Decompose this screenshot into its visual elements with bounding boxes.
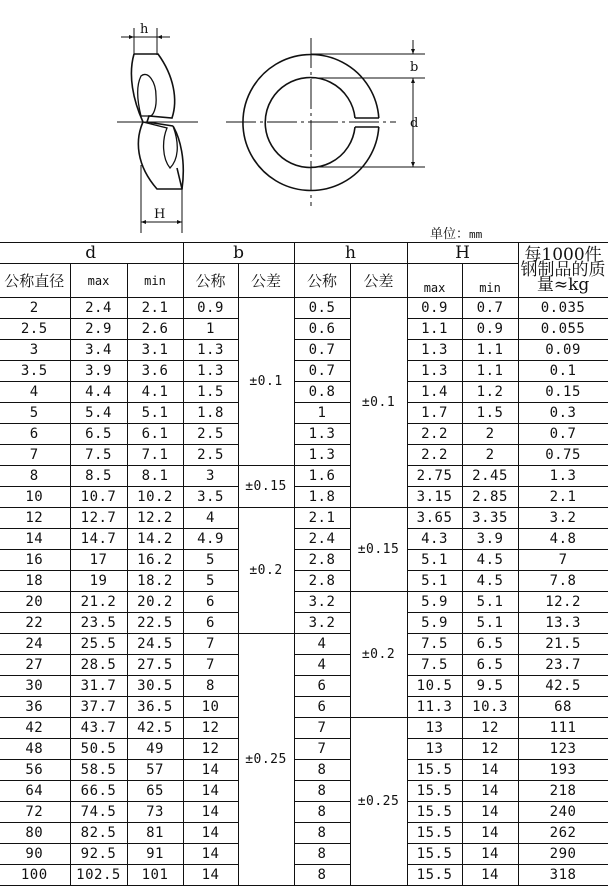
cell-d-max: 7.5: [70, 445, 127, 466]
cell-d-min: 20.2: [127, 592, 183, 613]
cell-mass: 42.5: [518, 676, 608, 697]
cell-d-min: 27.5: [127, 655, 183, 676]
cell-H-max: 2.2: [407, 445, 462, 466]
table-row: [0, 445, 608, 466]
cell-mass: 0.3: [518, 403, 608, 424]
cell-h-nominal: 1: [294, 403, 350, 424]
cell-d-min: 8.1: [127, 466, 183, 487]
cell-d-nominal: 22: [0, 613, 70, 634]
cell-d-max: 3.9: [70, 361, 127, 382]
unit-value: mm: [469, 228, 483, 241]
cell-d-max: 5.4: [70, 403, 127, 424]
cell-d-max: 3.4: [70, 340, 127, 361]
cell-H-max: 15.5: [407, 802, 462, 823]
cell-h-nominal: 2.8: [294, 550, 350, 571]
cell-d-nominal: 5: [0, 403, 70, 424]
cell-H-max: 5.1: [407, 550, 462, 571]
cell-d-max: 74.5: [70, 802, 127, 823]
cell-b-nominal: 1.5: [183, 382, 238, 403]
cell-h-nominal: 2.4: [294, 529, 350, 550]
d-label: d: [410, 116, 419, 131]
cell-d-nominal: 18: [0, 571, 70, 592]
table-row: [0, 508, 608, 529]
cell-h-nominal: 1.3: [294, 445, 350, 466]
cell-H-max: 7.5: [407, 655, 462, 676]
cell-h-nominal: 6: [294, 697, 350, 718]
cell-mass: 4.8: [518, 529, 608, 550]
cell-b-nominal: 14: [183, 781, 238, 802]
cell-d-min: 73: [127, 802, 183, 823]
header-H: H: [407, 243, 518, 264]
cell-d-max: 19: [70, 571, 127, 592]
cell-b-nominal: 3: [183, 466, 238, 487]
cell-H-min: 14: [462, 865, 518, 886]
header-h-nominal: 公称: [294, 264, 350, 298]
cell-mass: 21.5: [518, 634, 608, 655]
cell-h-nominal: 0.7: [294, 340, 350, 361]
cell-H-max: 5.9: [407, 613, 462, 634]
cell-b-nominal: 14: [183, 844, 238, 865]
table-row: [0, 676, 608, 697]
cell-b-nominal: 0.9: [183, 298, 238, 319]
cell-d-max: 6.5: [70, 424, 127, 445]
cell-h-nominal: 0.8: [294, 382, 350, 403]
cell-d-max: 2.9: [70, 319, 127, 340]
cell-b-nominal: 5: [183, 550, 238, 571]
cell-H-min: 4.5: [462, 550, 518, 571]
cell-d-max: 37.7: [70, 697, 127, 718]
table-row: [0, 340, 608, 361]
cell-mass: 0.035: [518, 298, 608, 319]
table-row: [0, 634, 608, 655]
cell-H-min: 3.9: [462, 529, 518, 550]
table-row: [0, 487, 608, 508]
cell-mass: 2.1: [518, 487, 608, 508]
cell-H-min: 4.5: [462, 571, 518, 592]
cell-d-nominal: 3.5: [0, 361, 70, 382]
cell-mass: 1.3: [518, 466, 608, 487]
header-b-nominal: 公称: [183, 264, 238, 298]
cell-mass: 12.2: [518, 592, 608, 613]
cell-d-max: 66.5: [70, 781, 127, 802]
table-row: [0, 382, 608, 403]
cell-b-nominal: 6: [183, 613, 238, 634]
cell-h-nominal: 3.2: [294, 592, 350, 613]
cell-d-nominal: 27: [0, 655, 70, 676]
cell-h-nominal: 2.1: [294, 508, 350, 529]
cell-H-min: 12: [462, 739, 518, 760]
table-row: [0, 739, 608, 760]
cell-b-nominal: 1: [183, 319, 238, 340]
cell-H-min: 10.3: [462, 697, 518, 718]
cell-b-nominal: 1.3: [183, 361, 238, 382]
cell-b-nominal: 14: [183, 802, 238, 823]
cell-d-nominal: 48: [0, 739, 70, 760]
table-row: [0, 655, 608, 676]
cell-mass: 218: [518, 781, 608, 802]
cell-d-min: 12.2: [127, 508, 183, 529]
cell-mass: 68: [518, 697, 608, 718]
cell-mass: 0.1: [518, 361, 608, 382]
cell-H-max: 11.3: [407, 697, 462, 718]
header-H-min: min: [462, 264, 518, 298]
cell-mass: 240: [518, 802, 608, 823]
table-row: [0, 403, 608, 424]
cell-h-nominal: 1.6: [294, 466, 350, 487]
header-d-max: max: [70, 264, 127, 298]
cell-b-nominal: 14: [183, 865, 238, 886]
cell-d-min: 5.1: [127, 403, 183, 424]
cell-h-nominal: 8: [294, 823, 350, 844]
cell-d-min: 3.6: [127, 361, 183, 382]
cell-H-max: 13: [407, 718, 462, 739]
table-row: [0, 613, 608, 634]
cell-H-min: 2: [462, 445, 518, 466]
table-row: [0, 424, 608, 445]
cell-d-nominal: 72: [0, 802, 70, 823]
cell-H-min: 2.85: [462, 487, 518, 508]
cell-H-min: 12: [462, 718, 518, 739]
cell-H-min: 14: [462, 844, 518, 865]
cell-H-min: 9.5: [462, 676, 518, 697]
cell-d-max: 102.5: [70, 865, 127, 886]
cell-b-tolerance: ±0.15: [238, 466, 294, 508]
cell-d-max: 14.7: [70, 529, 127, 550]
cell-H-max: 0.9: [407, 298, 462, 319]
cell-H-max: 2.75: [407, 466, 462, 487]
header-d-min: min: [127, 264, 183, 298]
cell-h-nominal: 8: [294, 865, 350, 886]
spring-washer-drawing: [0, 0, 608, 242]
cell-d-min: 22.5: [127, 613, 183, 634]
cell-d-min: 30.5: [127, 676, 183, 697]
cell-d-nominal: 80: [0, 823, 70, 844]
cell-H-max: 1.4: [407, 382, 462, 403]
cell-H-max: 15.5: [407, 781, 462, 802]
cell-H-min: 14: [462, 781, 518, 802]
cell-mass: 7.8: [518, 571, 608, 592]
cell-d-min: 14.2: [127, 529, 183, 550]
cell-H-min: 0.7: [462, 298, 518, 319]
header-h: h: [294, 243, 407, 264]
table-row: [0, 781, 608, 802]
cell-H-max: 15.5: [407, 760, 462, 781]
cell-d-max: 12.7: [70, 508, 127, 529]
cell-b-nominal: 7: [183, 634, 238, 655]
spring-washer-spec-table: [0, 242, 608, 886]
table-row: [0, 865, 608, 886]
cell-H-min: 1.1: [462, 340, 518, 361]
cell-h-nominal: 8: [294, 802, 350, 823]
cell-d-min: 16.2: [127, 550, 183, 571]
cell-b-nominal: 4.9: [183, 529, 238, 550]
cell-d-min: 65: [127, 781, 183, 802]
header-H-max: max: [407, 264, 462, 298]
cell-b-nominal: 10: [183, 697, 238, 718]
cell-d-max: 25.5: [70, 634, 127, 655]
cell-mass: 123: [518, 739, 608, 760]
cell-b-nominal: 1.3: [183, 340, 238, 361]
cell-H-min: 3.35: [462, 508, 518, 529]
table-row: [0, 298, 608, 319]
cell-h-nominal: 0.6: [294, 319, 350, 340]
cell-h-nominal: 6: [294, 676, 350, 697]
cell-h-nominal: 4: [294, 655, 350, 676]
table-row: [0, 550, 608, 571]
cell-mass: 0.055: [518, 319, 608, 340]
cell-H-max: 2.2: [407, 424, 462, 445]
cell-d-nominal: 12: [0, 508, 70, 529]
cell-d-min: 57: [127, 760, 183, 781]
cell-H-max: 5.9: [407, 592, 462, 613]
cell-mass: 0.15: [518, 382, 608, 403]
cell-d-nominal: 24: [0, 634, 70, 655]
cell-H-max: 13: [407, 739, 462, 760]
cell-b-nominal: 2.5: [183, 424, 238, 445]
table-row: [0, 844, 608, 865]
cell-d-min: 3.1: [127, 340, 183, 361]
cell-H-max: 4.3: [407, 529, 462, 550]
cell-H-min: 1.1: [462, 361, 518, 382]
table-row: [0, 718, 608, 739]
cell-b-nominal: 14: [183, 760, 238, 781]
cell-mass: 0.7: [518, 424, 608, 445]
cell-d-min: 24.5: [127, 634, 183, 655]
h-label: h: [140, 22, 149, 37]
unit-prefix: 单位：: [430, 227, 470, 242]
cell-H-min: 0.9: [462, 319, 518, 340]
cell-b-nominal: 4: [183, 508, 238, 529]
cell-d-max: 10.7: [70, 487, 127, 508]
cell-H-max: 1.3: [407, 361, 462, 382]
cell-b-nominal: 1.8: [183, 403, 238, 424]
cell-d-nominal: 90: [0, 844, 70, 865]
cell-H-max: 15.5: [407, 844, 462, 865]
cell-H-min: 6.5: [462, 655, 518, 676]
cell-d-min: 7.1: [127, 445, 183, 466]
table-row: [0, 823, 608, 844]
cell-H-min: 1.2: [462, 382, 518, 403]
cell-h-nominal: 7: [294, 718, 350, 739]
table-row: [0, 466, 608, 487]
cell-h-nominal: 8: [294, 844, 350, 865]
cell-d-max: 28.5: [70, 655, 127, 676]
cell-b-nominal: 5: [183, 571, 238, 592]
cell-H-max: 3.65: [407, 508, 462, 529]
spec-table-body: [0, 298, 608, 886]
cell-d-nominal: 56: [0, 760, 70, 781]
cell-h-nominal: 7: [294, 739, 350, 760]
cell-b-nominal: 6: [183, 592, 238, 613]
cell-d-nominal: 64: [0, 781, 70, 802]
cell-H-max: 7.5: [407, 634, 462, 655]
cell-H-max: 1.3: [407, 340, 462, 361]
b-label: b: [410, 60, 419, 75]
cell-d-nominal: 7: [0, 445, 70, 466]
cell-mass: 262: [518, 823, 608, 844]
cell-H-min: 1.5: [462, 403, 518, 424]
cell-d-nominal: 14: [0, 529, 70, 550]
cell-H-max: 5.1: [407, 571, 462, 592]
cell-d-max: 2.4: [70, 298, 127, 319]
cell-b-tolerance: ±0.25: [238, 634, 294, 886]
cell-H-min: 14: [462, 802, 518, 823]
cell-h-nominal: 4: [294, 634, 350, 655]
cell-mass: 0.75: [518, 445, 608, 466]
header-b-tol: 公差: [238, 264, 294, 298]
cell-mass: 23.7: [518, 655, 608, 676]
cell-mass: 193: [518, 760, 608, 781]
bd-dimensions: [311, 40, 425, 167]
cell-b-tolerance: ±0.1: [238, 298, 294, 466]
cell-b-nominal: 8: [183, 676, 238, 697]
cell-h-tolerance: ±0.15: [350, 508, 407, 592]
cell-H-max: 15.5: [407, 865, 462, 886]
cell-H-min: 2: [462, 424, 518, 445]
cell-H-min: 14: [462, 760, 518, 781]
cell-H-min: 5.1: [462, 613, 518, 634]
cell-H-max: 1.7: [407, 403, 462, 424]
cell-d-nominal: 16: [0, 550, 70, 571]
cell-h-nominal: 2.8: [294, 571, 350, 592]
cell-d-max: 21.2: [70, 592, 127, 613]
cell-mass: 3.2: [518, 508, 608, 529]
cell-H-min: 6.5: [462, 634, 518, 655]
cell-d-min: 2.6: [127, 319, 183, 340]
cell-h-tolerance: ±0.1: [350, 298, 407, 508]
cell-H-min: 14: [462, 823, 518, 844]
cell-d-min: 49: [127, 739, 183, 760]
cell-H-min: 5.1: [462, 592, 518, 613]
cell-d-max: 8.5: [70, 466, 127, 487]
cell-h-nominal: 0.5: [294, 298, 350, 319]
cell-h-nominal: 1.3: [294, 424, 350, 445]
cell-H-max: 15.5: [407, 823, 462, 844]
cell-h-nominal: 1.8: [294, 487, 350, 508]
cell-d-max: 92.5: [70, 844, 127, 865]
header-mass: 每1000件钢制品的质量≈kg: [518, 243, 608, 298]
cell-d-nominal: 42: [0, 718, 70, 739]
cell-h-nominal: 0.7: [294, 361, 350, 382]
table-row: [0, 529, 608, 550]
cell-h-nominal: 8: [294, 760, 350, 781]
cell-d-nominal: 8: [0, 466, 70, 487]
cell-b-nominal: 7: [183, 655, 238, 676]
cell-b-tolerance: ±0.2: [238, 508, 294, 634]
table-row: [0, 571, 608, 592]
cell-d-min: 10.2: [127, 487, 183, 508]
cell-H-min: 2.45: [462, 466, 518, 487]
unit-label: [430, 223, 482, 242]
H-label: H: [154, 207, 166, 222]
cell-H-max: 3.15: [407, 487, 462, 508]
cell-d-max: 17: [70, 550, 127, 571]
table-row: [0, 802, 608, 823]
cell-mass: 318: [518, 865, 608, 886]
cell-d-nominal: 2.5: [0, 319, 70, 340]
cell-H-max: 1.1: [407, 319, 462, 340]
cell-d-nominal: 2: [0, 298, 70, 319]
cell-d-max: 4.4: [70, 382, 127, 403]
cell-d-nominal: 100: [0, 865, 70, 886]
cell-d-min: 42.5: [127, 718, 183, 739]
cell-d-max: 23.5: [70, 613, 127, 634]
cell-d-nominal: 3: [0, 340, 70, 361]
cell-mass: 111: [518, 718, 608, 739]
cell-d-min: 6.1: [127, 424, 183, 445]
cell-d-nominal: 6: [0, 424, 70, 445]
cell-d-nominal: 36: [0, 697, 70, 718]
cell-mass: 13.3: [518, 613, 608, 634]
cell-b-nominal: 3.5: [183, 487, 238, 508]
cell-d-min: 2.1: [127, 298, 183, 319]
cell-d-min: 18.2: [127, 571, 183, 592]
header-d-nominal: 公称直径: [0, 264, 70, 298]
cell-d-min: 81: [127, 823, 183, 844]
cell-d-nominal: 10: [0, 487, 70, 508]
cell-h-tolerance: ±0.25: [350, 718, 407, 886]
header-b: b: [183, 243, 294, 264]
cell-d-max: 82.5: [70, 823, 127, 844]
cell-b-nominal: 14: [183, 823, 238, 844]
cell-d-max: 43.7: [70, 718, 127, 739]
cell-h-tolerance: ±0.2: [350, 592, 407, 718]
cell-mass: 7: [518, 550, 608, 571]
cell-b-nominal: 12: [183, 739, 238, 760]
table-row: [0, 361, 608, 382]
cell-b-nominal: 2.5: [183, 445, 238, 466]
cell-b-nominal: 12: [183, 718, 238, 739]
header-d: d: [0, 243, 183, 264]
table-row: [0, 697, 608, 718]
cell-mass: 0.09: [518, 340, 608, 361]
cell-d-max: 50.5: [70, 739, 127, 760]
table-row: [0, 319, 608, 340]
table-row: [0, 760, 608, 781]
cell-h-nominal: 3.2: [294, 613, 350, 634]
cell-d-max: 58.5: [70, 760, 127, 781]
table-row: [0, 592, 608, 613]
cell-h-nominal: 8: [294, 781, 350, 802]
cell-d-max: 31.7: [70, 676, 127, 697]
cell-d-nominal: 30: [0, 676, 70, 697]
cell-H-max: 10.5: [407, 676, 462, 697]
cell-d-nominal: 4: [0, 382, 70, 403]
cell-d-nominal: 20: [0, 592, 70, 613]
cell-d-min: 36.5: [127, 697, 183, 718]
cell-mass: 290: [518, 844, 608, 865]
header-h-tol: 公差: [350, 264, 407, 298]
cell-d-min: 4.1: [127, 382, 183, 403]
cell-d-min: 101: [127, 865, 183, 886]
cell-d-min: 91: [127, 844, 183, 865]
